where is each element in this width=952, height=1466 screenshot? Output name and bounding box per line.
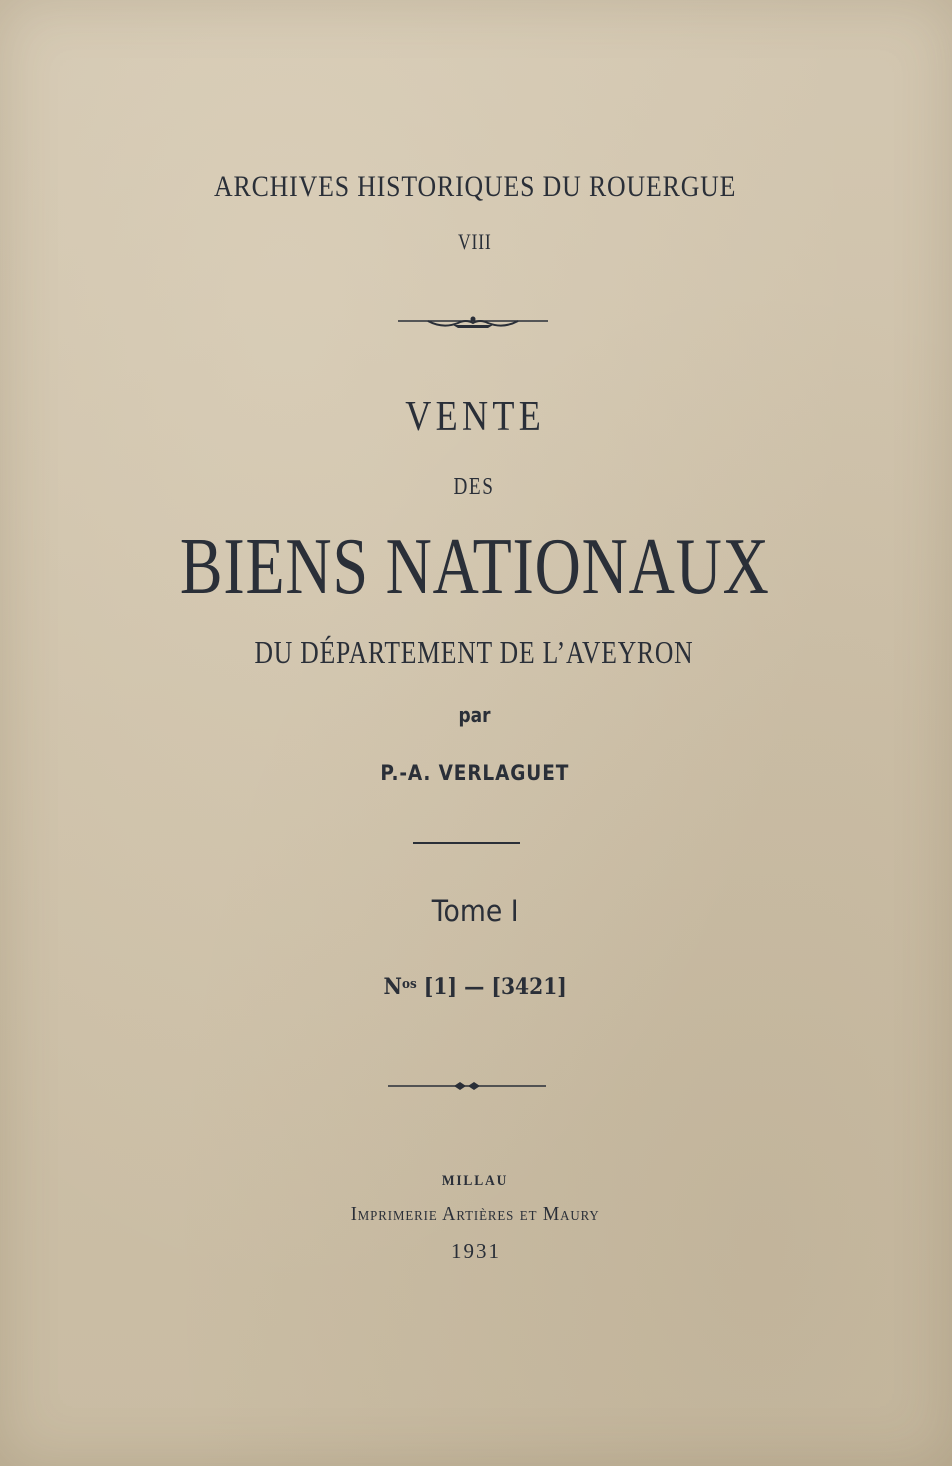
numbers-range-line [37,974,913,1000]
divider-rule [413,842,520,844]
series-volume: VIII [458,229,492,254]
main-title: BIENS NATIONAUX [179,523,770,611]
title-line-des: DES [453,474,495,500]
numbers-prefix: N [383,974,403,1000]
numbers-superscript: os [402,977,417,992]
byline-par: par [458,703,491,727]
author-name: P.-A. VERLAGUET [380,761,570,785]
imprint-year: 1931 [451,1239,501,1263]
imprint-city: MILLAU [441,1173,509,1189]
numbers-range: [1] — [3421] [423,974,567,1000]
subtitle-department: DU DÉPARTEMENT DE L’AVEYRON [254,634,694,670]
series-title: ARCHIVES HISTORIQUES DU ROUERGUE [214,170,737,203]
ornament-divider-top [398,313,548,331]
imprint-printer: Imprimerie Artières et Maury [350,1203,600,1225]
tome-label: Tome I [431,894,519,928]
ornament-divider-bottom [388,1079,546,1093]
title-line-vente: VENTE [405,394,546,440]
